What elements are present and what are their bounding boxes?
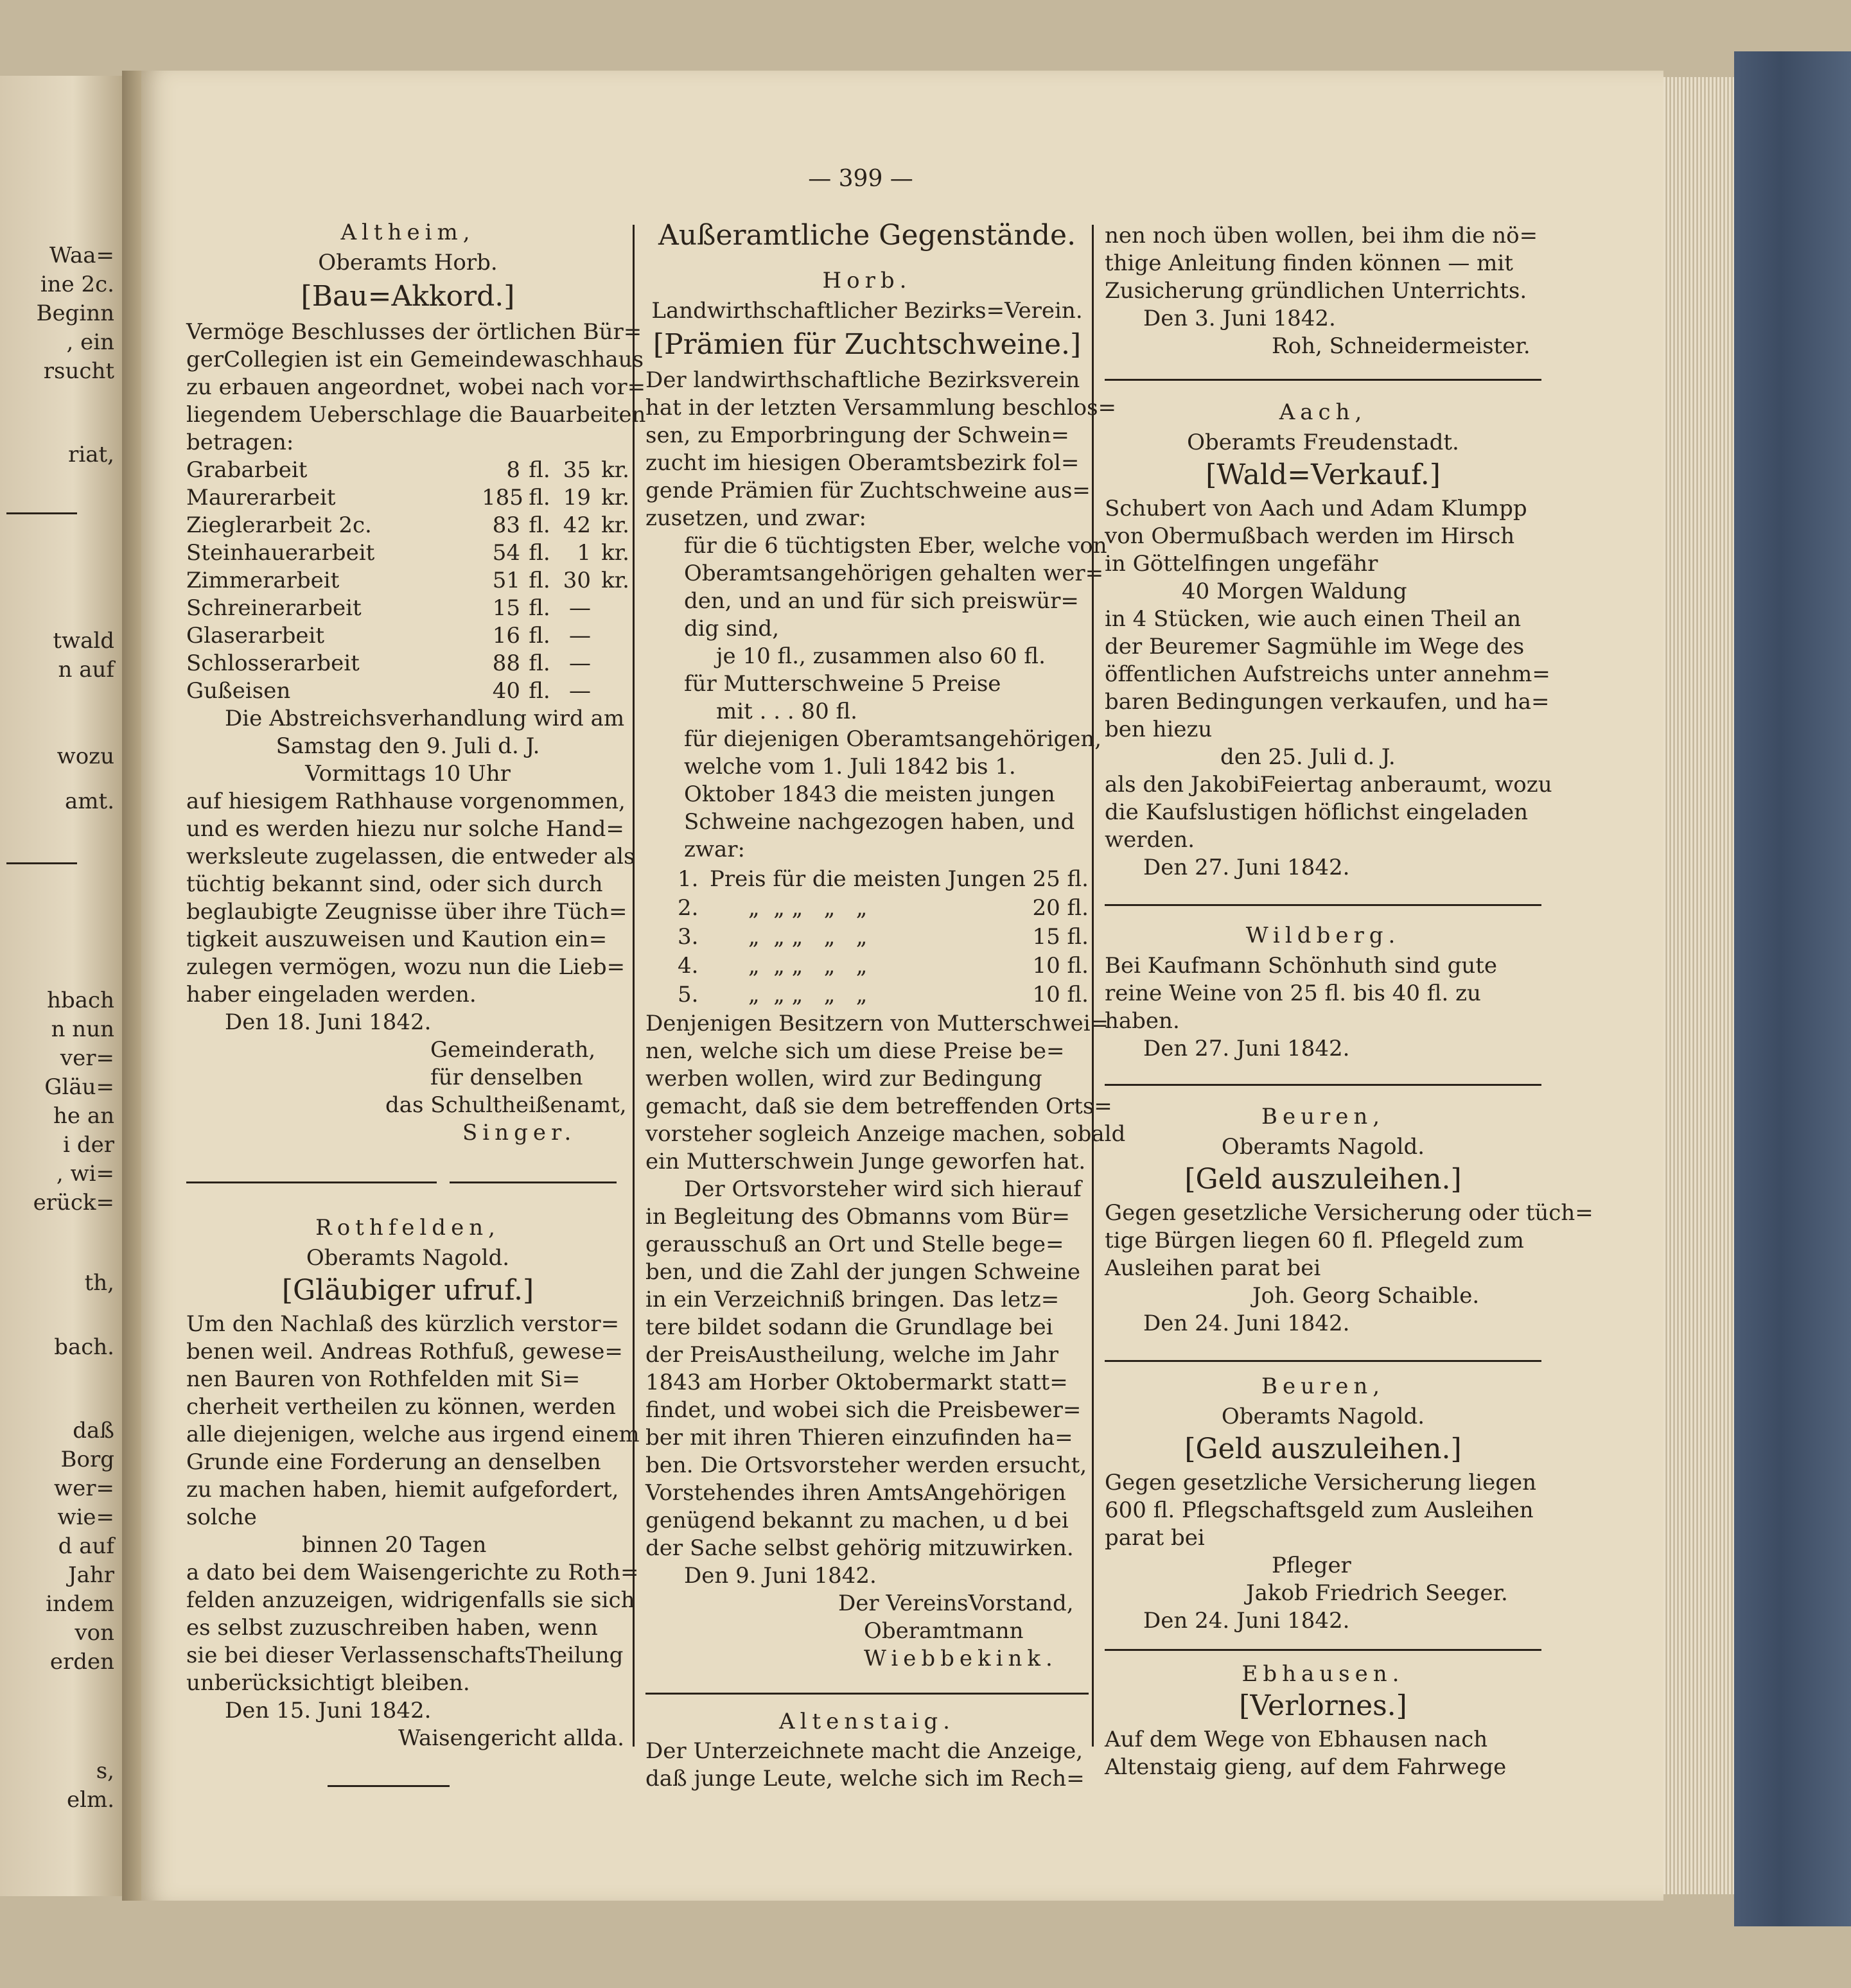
column-divider — [633, 225, 635, 1747]
text-line: liegendem Ueberschlage die Bauarbeiten — [186, 402, 646, 428]
notice-place: Beuren, — [1261, 1373, 1385, 1399]
signature-line: Pfleger — [1272, 1553, 1351, 1578]
notice-place: Altenstaig. — [779, 1709, 955, 1734]
notice-heading: [Bau=Akkord.] — [301, 280, 515, 313]
signature-name: Joh. Georg Schaible. — [1252, 1283, 1480, 1309]
work-name: Grabarbeit — [186, 457, 308, 483]
fl-value: 8 — [506, 457, 520, 483]
cost-row — [186, 652, 629, 674]
signature-name: Singer. — [462, 1120, 577, 1146]
prize-row — [678, 955, 1089, 977]
section-rule — [1105, 1649, 1541, 1651]
text-line: mit . . . 80 fl. — [716, 699, 857, 724]
work-name: Schreinerarbeit — [186, 595, 362, 621]
text-line: solche — [186, 1504, 257, 1530]
prev-line: Jahr — [67, 1562, 114, 1588]
text-line: Der Ortsvorsteher wird sich hierauf — [684, 1176, 1082, 1202]
work-name: Zimmerarbeit — [186, 568, 340, 593]
prev-line: ver= — [60, 1045, 114, 1071]
text-line: Um den Nachlaß des kürzlich verstor= — [186, 1311, 620, 1337]
work-name: Glaserarbeit — [186, 623, 325, 649]
fl-value: 15 — [492, 595, 520, 621]
text-line: hat in der letzten Versammlung beschlos= — [645, 395, 1117, 421]
text-line: 40 Morgen Waldung — [1182, 579, 1407, 604]
text-line: der Sache selbst gehörig mitzuwirken. — [645, 1535, 1074, 1561]
prev-line: he an — [53, 1103, 114, 1129]
fl-value: 54 — [492, 540, 520, 566]
notice-place: Altheim, — [340, 220, 475, 245]
text-line: Die Abstreichsverhandlung wird am — [225, 706, 625, 731]
prev-rule — [6, 512, 77, 514]
text-line: in Göttelfingen ungefähr — [1105, 551, 1378, 577]
prize-number: 3. — [678, 924, 699, 950]
text-line: Grunde eine Forderung an denselben — [186, 1449, 601, 1475]
kr-value: — — [569, 623, 591, 649]
date-line: Den 27. Juni 1842. — [1143, 855, 1350, 880]
cost-row — [186, 459, 629, 481]
signature-line: Roh, Schneidermeister. — [1272, 333, 1531, 359]
text-line: nen Bauren von Rothfelden mit Si= — [186, 1366, 581, 1392]
text-line: gerausschuß an Ort und Stelle bege= — [645, 1232, 1064, 1257]
text-line: welche vom 1. Juli 1842 bis 1. — [684, 754, 1016, 780]
prev-line: d auf — [58, 1533, 114, 1559]
prize-text: „ „ „ „ „ — [748, 895, 868, 921]
notice-heading: [Geld auszuleihen.] — [1184, 1433, 1462, 1465]
text-line: Vormittags 10 Uhr — [305, 761, 511, 787]
prize-value: 15 fl. — [1032, 924, 1089, 950]
prev-line: erück= — [33, 1190, 114, 1216]
notice-heading: [Wald=Verkauf.] — [1206, 458, 1441, 491]
text-line: dig sind, — [684, 616, 780, 641]
date-line: Den 18. Juni 1842. — [225, 1009, 432, 1035]
fl-unit: fl. — [529, 512, 550, 538]
text-line: betragen: — [186, 430, 294, 455]
kr-value: — — [569, 650, 591, 676]
text-line: felden anzuzeigen, widrigenfalls sie sich — [186, 1587, 635, 1613]
text-line: unberücksichtigt bleiben. — [186, 1670, 470, 1696]
text-line: findet, und wobei sich die Preisbewer= — [645, 1397, 1082, 1423]
text-line: zwar: — [684, 837, 745, 862]
notice-heading: [Verlornes.] — [1239, 1689, 1407, 1722]
text-line: nen noch üben wollen, bei ihm die nö= — [1105, 223, 1538, 248]
prize-text: „ „ „ „ „ — [748, 924, 868, 950]
text-line: zu machen haben, hiemit aufgefordert, — [186, 1477, 619, 1503]
prize-value: 10 fl. — [1032, 982, 1089, 1007]
prize-text: „ „ „ „ „ — [748, 953, 868, 979]
text-line: tüchtig bekannt sind, oder sich durch — [186, 871, 603, 897]
prev-line: n auf — [58, 657, 114, 683]
text-line: der Beuremer Sagmühle im Wege des — [1105, 634, 1525, 659]
notice-heading: [Prämien für Zuchtschweine.] — [653, 328, 1082, 361]
prev-line: rsucht — [43, 358, 114, 384]
section-rule — [328, 1785, 450, 1787]
prev-line: elm. — [66, 1787, 114, 1813]
text-line: daß junge Leute, welche sich im Rech= — [645, 1766, 1085, 1792]
text-line: nen, welche sich um diese Preise be= — [645, 1038, 1065, 1064]
page-number: — 399 — — [808, 166, 913, 192]
text-line: für die 6 tüchtigsten Eber, welche von — [684, 533, 1107, 559]
kr-unit: kr. — [601, 568, 629, 593]
text-line: thige Anleitung finden können — mit — [1105, 250, 1513, 276]
prev-line: bach. — [54, 1334, 114, 1360]
text-line: zu erbauen angeordnet, wobei nach vor= — [186, 374, 646, 400]
prize-value: 20 fl. — [1032, 895, 1089, 921]
prev-rule — [6, 862, 77, 864]
prev-line: th, — [84, 1270, 114, 1296]
page-edges — [1663, 77, 1734, 1894]
text-line: zusetzen, und zwar: — [645, 505, 866, 531]
fl-unit: fl. — [529, 650, 550, 676]
text-line: in Begleitung des Obmanns vom Bür= — [645, 1204, 1071, 1230]
text-line: in ein Verzeichniß bringen. Das letz= — [645, 1287, 1060, 1312]
prev-line: , ein — [66, 329, 114, 355]
cost-row — [186, 487, 629, 509]
signature-name: Jakob Friedrich Seeger. — [1246, 1580, 1508, 1606]
work-name: Gußeisen — [186, 678, 291, 704]
text-line: Bei Kaufmann Schönhuth sind gute — [1105, 953, 1498, 979]
text-line: a dato bei dem Waisengerichte zu Roth= — [186, 1560, 639, 1585]
text-line: es selbst zuzuschreiben haben, wenn — [186, 1615, 598, 1641]
notice-place: Beuren, — [1261, 1104, 1385, 1129]
kr-value: — — [569, 678, 591, 704]
text-line: je 10 fl., zusammen also 60 fl. — [716, 643, 1046, 669]
text-line: zucht im hiesigen Oberamtsbezirk fol= — [645, 450, 1080, 476]
book-gutter — [122, 71, 141, 1901]
text-line: Vorstehendes ihren AmtsAngehörigen — [645, 1480, 1066, 1506]
section-rule — [1105, 904, 1541, 906]
text-line: cherheit vertheilen zu können, werden — [186, 1394, 616, 1420]
cost-row — [186, 680, 629, 702]
cost-row — [186, 570, 629, 591]
text-line: der PreisAustheilung, welche im Jahr — [645, 1342, 1058, 1368]
notice-office: Oberamts Horb. — [318, 250, 498, 275]
text-line: ben, und die Zahl der jungen Schweine — [645, 1259, 1081, 1285]
prev-line: n nun — [51, 1016, 114, 1042]
prize-row — [678, 897, 1089, 919]
prize-row — [678, 868, 1089, 890]
text-line: Zusicherung gründlichen Unterrichts. — [1105, 278, 1527, 304]
text-line: gemacht, daß sie dem betreffenden Orts= — [645, 1094, 1112, 1119]
fl-unit: fl. — [529, 595, 550, 621]
kr-value: — — [569, 595, 591, 621]
date-line: Den 24. Juni 1842. — [1143, 1311, 1350, 1336]
kr-value: 35 — [563, 457, 591, 483]
work-name: Steinhauerarbeit — [186, 540, 375, 566]
text-line: für Mutterschweine 5 Preise — [684, 671, 1001, 697]
text-line: ben hiezu — [1105, 717, 1213, 742]
prev-line: erden — [49, 1649, 114, 1675]
fl-value: 40 — [492, 678, 520, 704]
prev-line: Gläu= — [44, 1074, 114, 1100]
text-line: haben. — [1105, 1008, 1180, 1034]
kr-unit: kr. — [601, 540, 629, 566]
prev-line: von — [75, 1620, 114, 1646]
cost-row — [186, 542, 629, 564]
cost-row — [186, 597, 629, 619]
prize-number: 4. — [678, 953, 699, 979]
text-line: Oktober 1843 die meisten jungen — [684, 781, 1055, 807]
prize-text: „ „ „ „ „ — [748, 982, 868, 1007]
text-line: binnen 20 Tagen — [302, 1532, 487, 1558]
signature-name: Wiebbekink. — [864, 1646, 1058, 1671]
notice-office: Oberamts Freudenstadt. — [1187, 430, 1459, 455]
cost-row — [186, 625, 629, 647]
text-line: sie bei dieser VerlassenschaftsTheilung — [186, 1643, 624, 1668]
section-rule — [450, 1181, 617, 1183]
text-line: Oberamtsangehörigen gehalten wer= — [684, 561, 1104, 586]
notice-place: Wildberg. — [1245, 923, 1401, 948]
text-line: parat bei — [1105, 1525, 1205, 1551]
notice-office: Landwirthschaftlicher Bezirks=Verein. — [651, 298, 1083, 324]
text-line: für diejenigen Oberamtsangehörigen, — [684, 726, 1102, 752]
prev-line: ine 2c. — [40, 272, 114, 297]
notice-heading: [Geld auszuleihen.] — [1184, 1163, 1462, 1196]
text-line: alle diejenigen, welche aus irgend einem — [186, 1422, 640, 1447]
prev-line: daß — [73, 1418, 114, 1443]
book-cover — [1734, 51, 1851, 1926]
prev-line: amt. — [65, 789, 114, 814]
prize-row — [678, 984, 1089, 1006]
text-line: Vermöge Beschlusses der örtlichen Bür= — [186, 319, 642, 345]
text-line: beglaubigte Zeugnisse über ihre Tüch= — [186, 899, 627, 925]
column-divider — [1092, 225, 1094, 1747]
notice-place: Aach, — [1279, 399, 1367, 425]
section-rule — [645, 1693, 1089, 1695]
fl-unit: fl. — [529, 678, 550, 704]
text-line: den 25. Juli d. J. — [1220, 744, 1396, 770]
signature-line: das Schultheißenamt, — [385, 1092, 627, 1118]
text-line: von Obermußbach werden im Hirsch — [1105, 523, 1515, 549]
prize-text: Preis für die meisten Jungen — [710, 866, 1026, 892]
fl-unit: fl. — [529, 623, 550, 649]
prize-number: 2. — [678, 895, 699, 921]
text-line: haber eingeladen werden. — [186, 982, 477, 1007]
text-line: ber mit ihren Thieren einzufinden ha= — [645, 1425, 1073, 1451]
text-line: baren Bedingungen verkaufen, und ha= — [1105, 689, 1550, 715]
work-name: Schlosserarbeit — [186, 650, 360, 676]
fl-value: 51 — [492, 568, 520, 593]
section-rule — [1105, 379, 1541, 381]
text-line: auf hiesigem Rathhause vorgenommen, — [186, 789, 626, 814]
text-line: werksleute zugelassen, die entweder als — [186, 844, 635, 869]
fl-value: 16 — [492, 623, 520, 649]
text-line: Der landwirthschaftliche Bezirksverein — [645, 367, 1080, 393]
prev-line: Borg — [60, 1447, 114, 1472]
text-line: Samstag den 9. Juli d. J. — [276, 733, 540, 759]
section-rule — [1105, 1084, 1541, 1086]
prev-line: wer= — [54, 1476, 114, 1501]
prize-number: 1. — [678, 866, 699, 892]
text-line: tige Bürgen liegen 60 fl. Pflegeld zum — [1105, 1228, 1524, 1253]
prev-line: Beginn — [36, 301, 114, 326]
prize-row — [678, 926, 1089, 948]
cost-row — [186, 514, 629, 536]
text-line: genügend bekannt zu machen, u d bei — [645, 1508, 1069, 1533]
notice-office: Oberamts Nagold. — [306, 1245, 510, 1271]
date-line: Den 3. Juni 1842. — [1143, 306, 1336, 331]
text-line: Denjenigen Besitzern von Mutterschwei= — [645, 1011, 1109, 1036]
text-line: 1843 am Horber Oktobermarkt statt= — [645, 1370, 1068, 1395]
notice-office: Oberamts Nagold. — [1221, 1134, 1425, 1160]
text-line: und es werden hiezu nur solche Hand= — [186, 816, 624, 842]
kr-value: 30 — [563, 568, 591, 593]
notice-place: Horb. — [822, 268, 912, 293]
text-line: ein Mutterschwein Junge geworfen hat. — [645, 1149, 1086, 1174]
text-line: die Kaufslustigen höflichst eingeladen — [1105, 799, 1528, 825]
prev-line: wozu — [57, 744, 114, 769]
prev-line: indem — [46, 1591, 114, 1617]
fl-value: 83 — [492, 512, 520, 538]
prev-line: s, — [96, 1758, 114, 1784]
prize-value: 25 fl. — [1032, 866, 1089, 892]
prev-line: , wi= — [56, 1161, 114, 1187]
prev-line: riat, — [68, 442, 114, 467]
text-line: Ausleihen parat bei — [1105, 1255, 1321, 1281]
text-line: sen, zu Emporbringung der Schwein= — [645, 423, 1069, 448]
notice-place: Ebhausen. — [1241, 1661, 1405, 1687]
text-line: in 4 Stücken, wie auch einen Theil an — [1105, 606, 1522, 632]
text-line: öffentlichen Aufstreichs unter annehm= — [1105, 661, 1550, 687]
text-line: ben. Die Ortsvorsteher werden ersucht, — [645, 1452, 1087, 1478]
text-line: Schubert von Aach und Adam Klumpp — [1105, 496, 1527, 521]
fl-unit: fl. — [529, 485, 550, 510]
date-line: Den 15. Juni 1842. — [225, 1698, 432, 1723]
kr-unit: kr. — [601, 457, 629, 483]
kr-unit: kr. — [601, 485, 629, 510]
fl-unit: fl. — [529, 568, 550, 593]
signature-line: Gemeinderath, — [430, 1037, 596, 1063]
text-line: als den JakobiFeiertag anberaumt, wozu — [1105, 772, 1552, 798]
kr-value: 19 — [563, 485, 591, 510]
text-line: Altenstaig gieng, auf dem Fahrwege — [1105, 1754, 1507, 1780]
signature-line: Waisengericht allda. — [398, 1725, 624, 1751]
text-line: gende Prämien für Zuchtschweine aus= — [645, 478, 1091, 503]
prize-number: 5. — [678, 982, 699, 1007]
text-line: Schweine nachgezogen haben, und — [684, 809, 1075, 835]
text-line: benen weil. Andreas Rothfuß, gewese= — [186, 1339, 623, 1365]
text-line: vorsteher sogleich Anzeige machen, sobald — [645, 1121, 1126, 1147]
date-line: Den 24. Juni 1842. — [1143, 1608, 1350, 1634]
text-line: tigkeit auszuweisen und Kaution ein= — [186, 927, 608, 952]
previous-page-fragment — [0, 76, 122, 1896]
section-title: Außeramtliche Gegenstände. — [658, 219, 1076, 252]
prev-line: hbach — [47, 988, 114, 1013]
text-line: zulegen vermögen, wozu nun die Lieb= — [186, 954, 626, 980]
kr-value: 42 — [563, 512, 591, 538]
notice-heading: [Gläubiger ufruf.] — [281, 1274, 534, 1307]
signature-line: Oberamtmann — [864, 1618, 1024, 1644]
text-line: den, und an und für sich preiswür= — [684, 588, 1079, 614]
fl-unit: fl. — [529, 457, 550, 483]
text-line: tere bildet sodann die Grundlage bei — [645, 1314, 1053, 1340]
signature-line: für denselben — [430, 1065, 583, 1090]
prev-line: i der — [63, 1132, 114, 1158]
text-line: reine Weine von 25 fl. bis 40 fl. zu — [1105, 981, 1481, 1006]
text-line: Der Unterzeichnete macht die Anzeige, — [645, 1738, 1083, 1764]
kr-value: 1 — [577, 540, 591, 566]
prev-line: wie= — [57, 1504, 114, 1530]
text-line: 600 fl. Pflegschaftsgeld zum Ausleihen — [1105, 1497, 1534, 1523]
text-line: werben wollen, wird zur Bedingung — [645, 1066, 1042, 1092]
notice-place: Rothfelden, — [315, 1215, 500, 1241]
prize-value: 10 fl. — [1032, 953, 1089, 979]
text-line: gerCollegien ist ein Gemeindewaschhaus — [186, 347, 644, 372]
fl-value: 88 — [492, 650, 520, 676]
text-line: Gegen gesetzliche Versicherung liegen — [1105, 1470, 1536, 1495]
section-rule — [186, 1181, 437, 1183]
prev-line: Waa= — [49, 243, 114, 268]
signature-line: Der VereinsVorstand, — [838, 1591, 1074, 1616]
kr-unit: kr. — [601, 512, 629, 538]
notice-office: Oberamts Nagold. — [1221, 1404, 1425, 1429]
work-name: Zieglerarbeit 2c. — [186, 512, 372, 538]
text-line: Gegen gesetzliche Versicherung oder tüch= — [1105, 1200, 1593, 1226]
date-line: Den 9. Juni 1842. — [684, 1563, 877, 1589]
fl-unit: fl. — [529, 540, 550, 566]
fl-value: 185 — [482, 485, 523, 510]
date-line: Den 27. Juni 1842. — [1143, 1036, 1350, 1061]
section-rule — [1105, 1360, 1541, 1362]
prev-line: twald — [53, 628, 114, 654]
work-name: Maurerarbeit — [186, 485, 336, 510]
text-line: Auf dem Wege von Ebhausen nach — [1105, 1727, 1488, 1752]
text-line: werden. — [1105, 827, 1195, 853]
